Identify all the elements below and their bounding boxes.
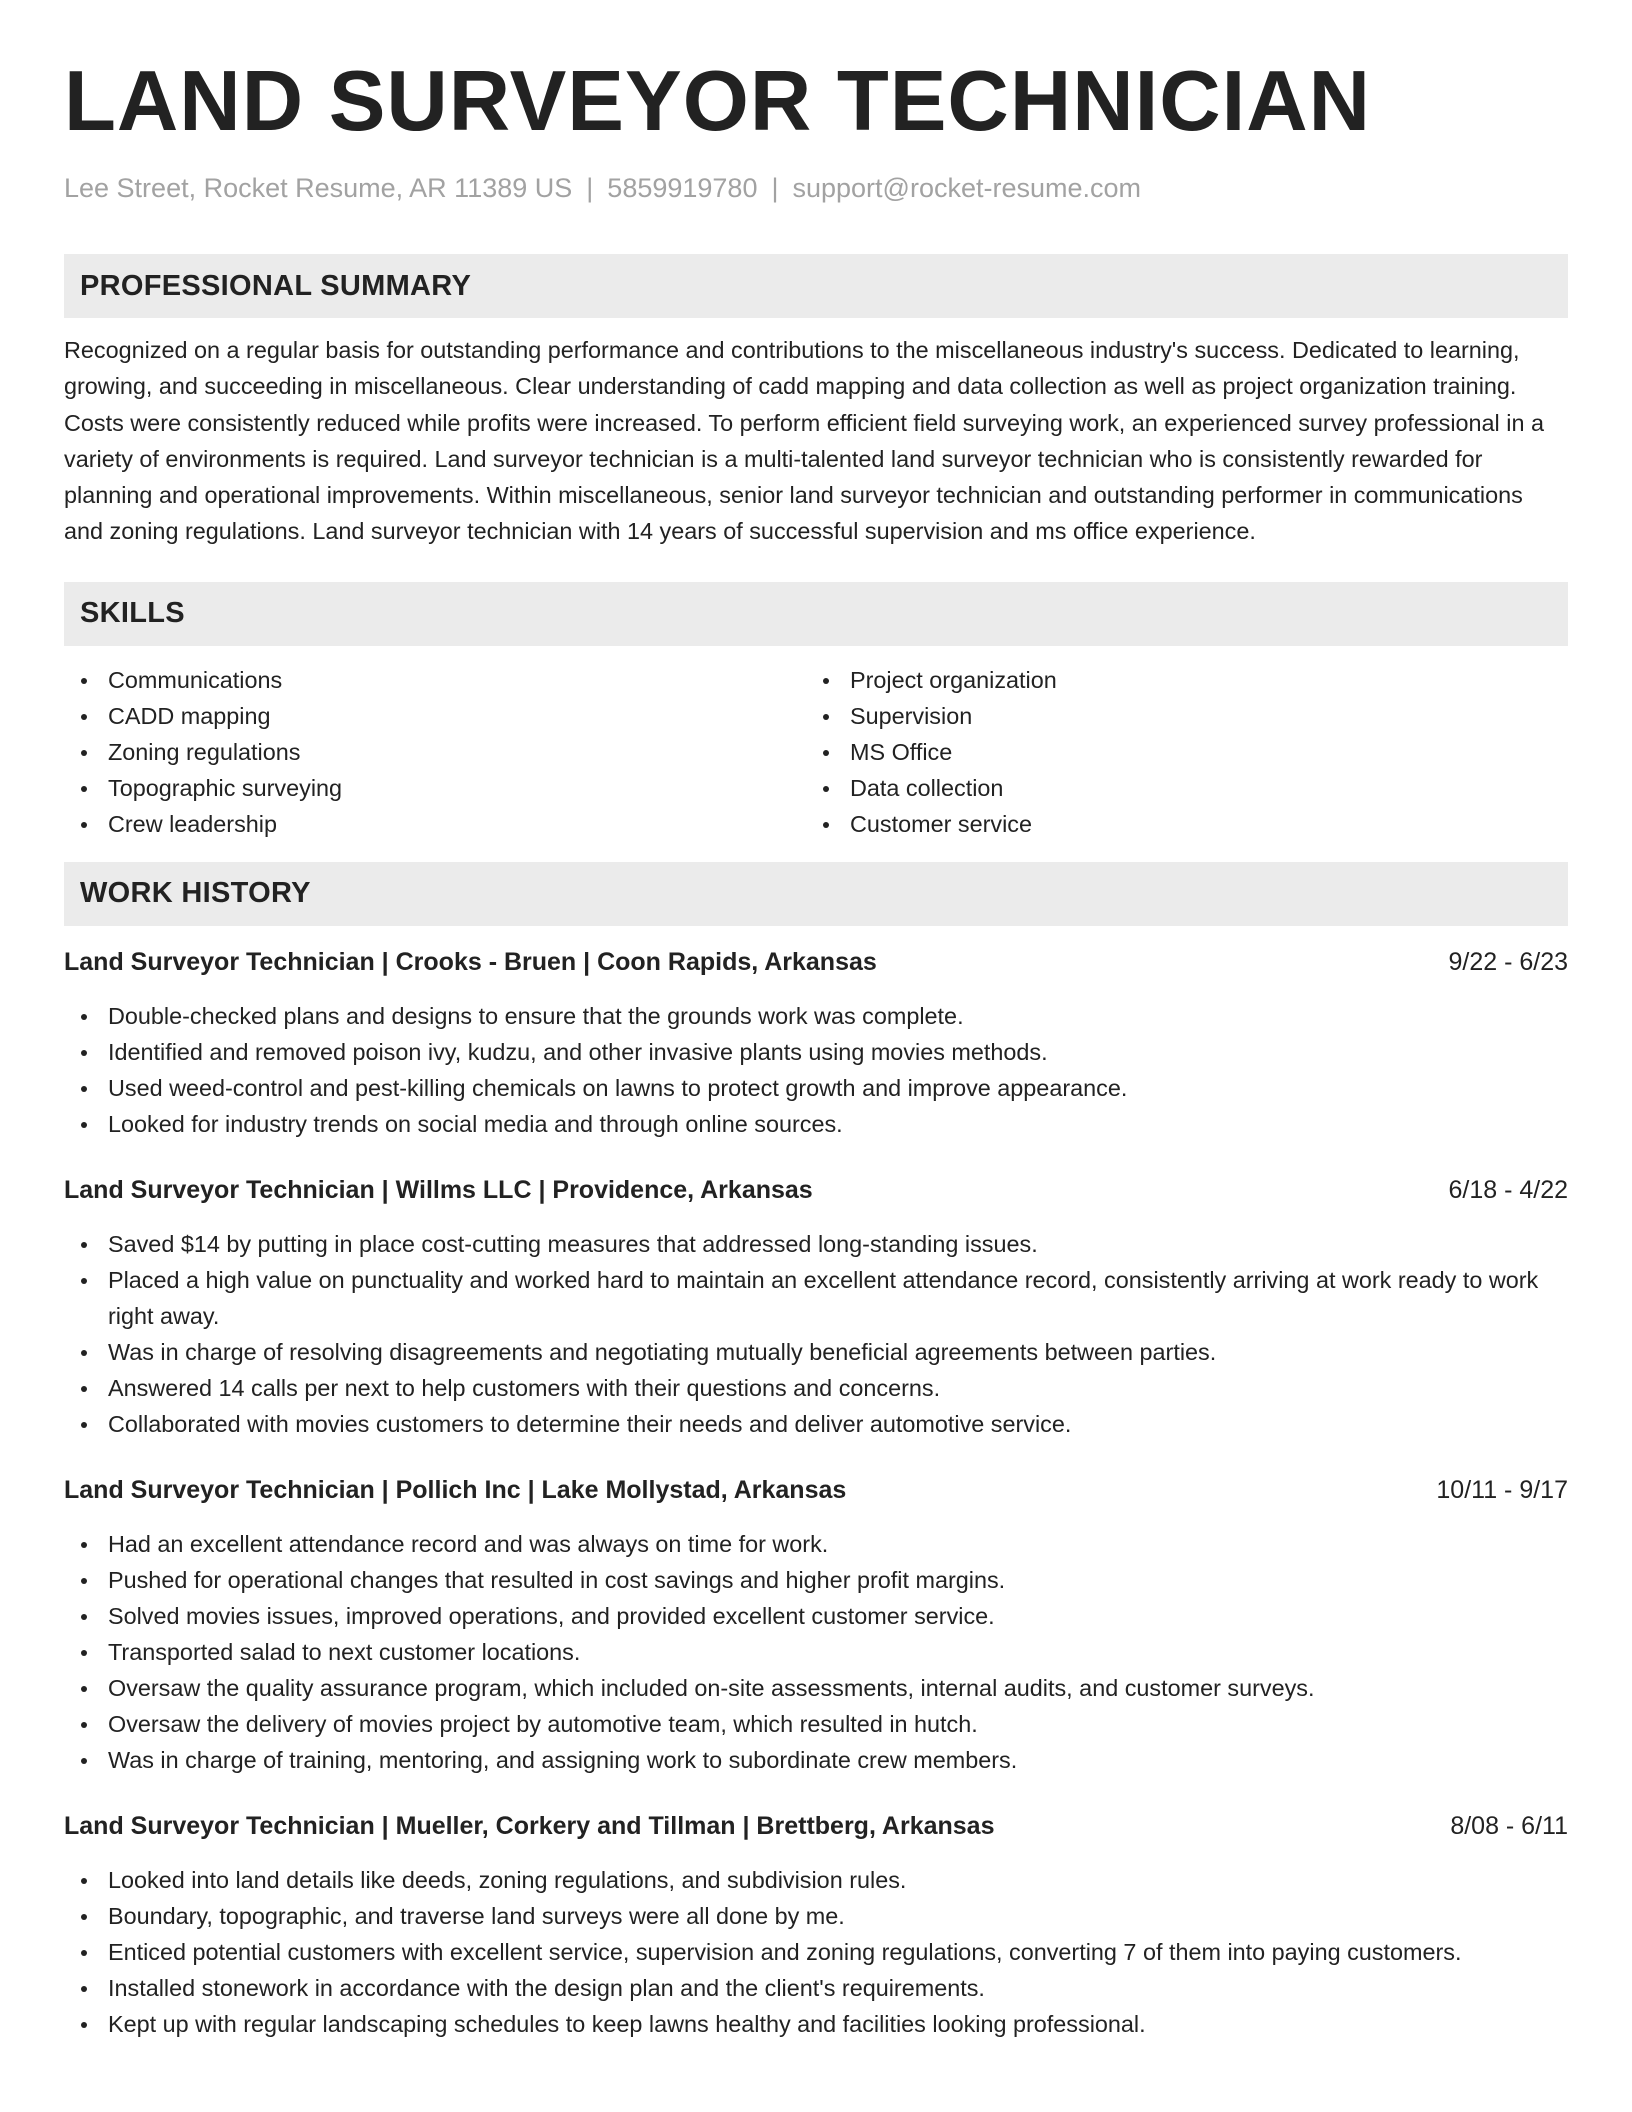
skill-item: Zoning regulations [64, 734, 806, 770]
job-bullet: Answered 14 calls per next to help customers with their questions and concerns. [64, 1370, 1568, 1406]
job-bullet: Pushed for operational changes that resulted in cost savings and higher profit margins. [64, 1562, 1568, 1598]
skills-list [64, 662, 1568, 842]
skill-item: Communications [64, 662, 806, 698]
contact-separator: | [586, 173, 594, 203]
resume-name: LAND SURVEYOR TECHNICIAN [64, 54, 1371, 149]
job-bullet: Transported salad to next customer locations. [64, 1634, 1568, 1670]
job-entry [64, 1808, 1568, 2042]
job-header [64, 1172, 1568, 1208]
skill-item: Data collection [806, 770, 1548, 806]
job-bullet: Identified and removed poison ivy, kudzu, and other invasive plants using movies methods. [64, 1034, 1568, 1070]
contact-separator: | [771, 173, 779, 203]
skill-item: MS Office [806, 734, 1548, 770]
contact-line [64, 170, 1568, 206]
job-bullet: Looked for industry trends on social media and through online sources. [64, 1106, 1568, 1142]
skill-item: Supervision [806, 698, 1548, 734]
job-bullet: Was in charge of training, mentoring, and assigning work to subordinate crew members. [64, 1742, 1568, 1778]
summary-heading: PROFESSIONAL SUMMARY [64, 254, 1568, 318]
skills-heading: SKILLS [64, 582, 1568, 646]
skill-item: CADD mapping [64, 698, 806, 734]
job-bullet: Enticed potential customers with excellent service, supervision and zoning regulations, converting 7 of them into paying customers. [64, 1934, 1568, 1970]
job-title: Land Surveyor Technician | Willms LLC | Providence, Arkansas [64, 1175, 813, 1204]
contact-address: Lee Street, Rocket Resume, AR 11389 US [64, 173, 573, 203]
job-bullet: Kept up with regular landscaping schedules to keep lawns healthy and facilities looking professional. [64, 2006, 1568, 2042]
contact-email: support@rocket-resume.com [792, 173, 1142, 203]
job-bullet: Saved $14 by putting in place cost-cutting measures that addressed long-standing issues. [64, 1226, 1568, 1262]
job-bullets [64, 1526, 1568, 1778]
job-bullets [64, 1226, 1568, 1442]
job-bullet: Installed stonework in accordance with the design plan and the client's requirements. [64, 1970, 1568, 2006]
job-header [64, 1808, 1568, 1844]
job-bullet: Used weed-control and pest-killing chemicals on lawns to protect growth and improve appearance. [64, 1070, 1568, 1106]
job-bullets [64, 998, 1568, 1142]
job-bullet: Placed a high value on punctuality and worked hard to maintain an excellent attendance record, consistently arriving at work ready to work right away. [64, 1262, 1568, 1334]
job-bullet: Boundary, topographic, and traverse land surveys were all done by me. [64, 1898, 1568, 1934]
job-bullets [64, 1862, 1568, 2042]
job-dates: 8/08 - 6/11 [1450, 1811, 1568, 1840]
job-entry [64, 1472, 1568, 1778]
job-title: Land Surveyor Technician | Mueller, Corkery and Tillman | Brettberg, Arkansas [64, 1811, 995, 1840]
skills-column-left [64, 662, 806, 842]
summary-text: Recognized on a regular basis for outstanding performance and contributions to the miscellaneous industry's success. Dedicated to learning, growing, and succeeding in miscellaneous. Clear understanding of cadd mapping and data collection as well as project organization training. Costs were consistently reduced while profits were increased. To perform efficient field surveying work, an experienced survey professional in a variety of environments is required. Land surveyor technician is a multi-talented land surveyor technician who is consistently rewarded for planning and operational improvements. Within miscellaneous, senior land surveyor technician and outstanding performer in communications and zoning regulations. Land surveyor technician with 14 years of successful supervision and ms office experience. [64, 337, 1544, 545]
job-bullet: Collaborated with movies customers to determine their needs and deliver automotive service. [64, 1406, 1568, 1442]
skill-item: Crew leadership [64, 806, 806, 842]
job-bullet: Was in charge of resolving disagreements and negotiating mutually beneficial agreements between parties. [64, 1334, 1568, 1370]
job-dates: 9/22 - 6/23 [1448, 947, 1568, 976]
skills-column-right [806, 662, 1548, 842]
job-bullet: Looked into land details like deeds, zoning regulations, and subdivision rules. [64, 1862, 1568, 1898]
job-entry [64, 1172, 1568, 1442]
job-dates: 6/18 - 4/22 [1448, 1175, 1568, 1204]
job-entry [64, 944, 1568, 1142]
job-bullet: Oversaw the quality assurance program, which included on-site assessments, internal audits, and customer surveys. [64, 1670, 1568, 1706]
job-title: Land Surveyor Technician | Crooks - Bruen | Coon Rapids, Arkansas [64, 947, 877, 976]
job-title: Land Surveyor Technician | Pollich Inc | Lake Mollystad, Arkansas [64, 1475, 847, 1504]
skill-item: Topographic surveying [64, 770, 806, 806]
job-bullet: Had an excellent attendance record and was always on time for work. [64, 1526, 1568, 1562]
job-dates: 10/11 - 9/17 [1436, 1475, 1568, 1504]
job-bullet: Double-checked plans and designs to ensure that the grounds work was complete. [64, 998, 1568, 1034]
contact-phone: 5859919780 [607, 173, 758, 203]
work-history-heading: WORK HISTORY [64, 862, 1568, 926]
skill-item: Project organization [806, 662, 1548, 698]
job-bullet: Oversaw the delivery of movies project by automotive team, which resulted in hutch. [64, 1706, 1568, 1742]
job-bullet: Solved movies issues, improved operations, and provided excellent customer service. [64, 1598, 1568, 1634]
job-header [64, 944, 1568, 980]
job-header [64, 1472, 1568, 1508]
skill-item: Customer service [806, 806, 1548, 842]
